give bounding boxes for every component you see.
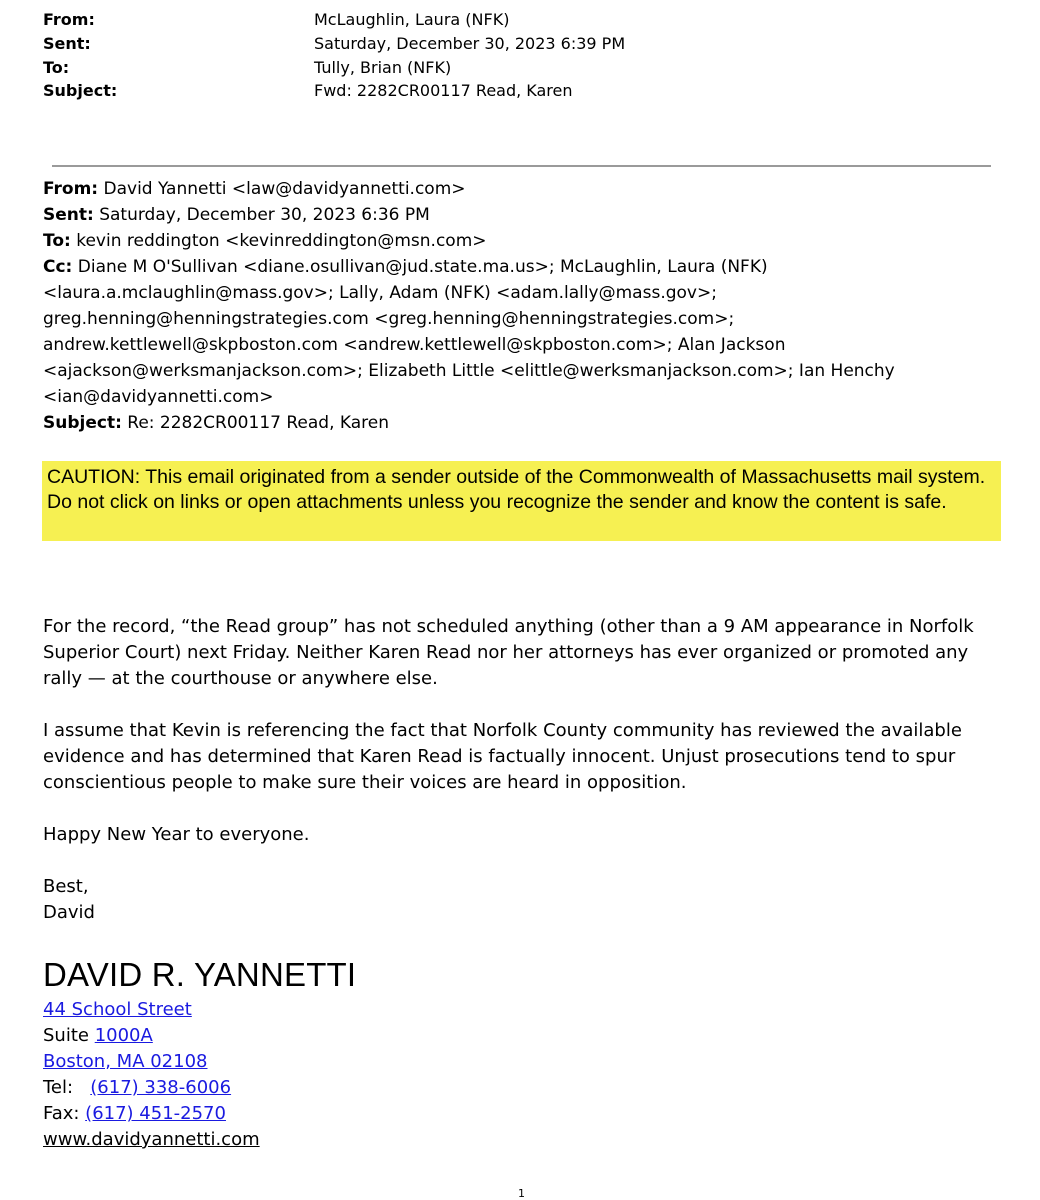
outer-sent-label: Sent: [43,34,91,53]
signature-name: DAVID R. YANNETTI [43,956,357,993]
signature-block [43,997,260,1153]
suite-prefix: Suite [43,1025,95,1046]
outer-to-value: Tully, Brian (NFK) [314,58,452,77]
street-address-link[interactable]: 44 School Street [43,999,192,1020]
tel-label: Tel: [43,1077,85,1098]
city-link[interactable]: Boston, MA 02108 [43,1051,208,1072]
signature-city-line [43,1049,260,1075]
inner-sent-label: Sent: [43,205,94,225]
suite-link[interactable]: 1000A [94,1025,153,1046]
email-body [43,614,993,926]
inner-subject-value: Re: 2282CR00117 Read, Karen [127,413,389,433]
inner-cc-continuation: andrew.kettlewell@skpboston.com <andrew.kettlewell@skpboston.com>; Alan Jackson [43,335,786,355]
inner-to-label: To: [43,231,71,251]
inner-cc-continuation: <laura.a.mclaughlin@mass.gov>; Lally, Adam (NFK) <adam.lally@mass.gov>; [43,283,717,303]
outer-to-label: To: [43,58,70,77]
signature-street-line [43,997,260,1023]
outer-sent-value: Saturday, December 30, 2023 6:39 PM [314,34,626,53]
tel-link[interactable]: (617) 338-6006 [90,1077,232,1098]
inner-cc-line [43,254,1003,280]
inner-from-line [43,176,1003,202]
inner-sent-line [43,202,1003,228]
fax-label: Fax: [43,1103,86,1124]
inner-cc-value: Diane M O'Sullivan <diane.osullivan@jud.state.ma.us>; McLaughlin, Laura (NFK) [77,257,768,277]
external-sender-caution-banner: CAUTION: This email originated from a sender outside of the Commonwealth of Massachusetts mail system. Do not click on links or open attachments unless you recognize the sender and know the content is safe. [42,461,1001,541]
inner-cc-label: Cc: [43,257,73,277]
inner-cc-continuation: greg.henning@henningstrategies.com <greg.henning@henningstrategies.com>; [43,309,735,329]
outer-from-label: From: [43,10,95,29]
page-number: 1 [518,1187,525,1200]
fax-link[interactable]: (617) 451-2570 [85,1103,226,1124]
outer-subject-label: Subject: [43,81,118,100]
inner-sent-value: Saturday, December 30, 2023 6:36 PM [99,205,430,225]
signature-fax-line [43,1101,260,1127]
inner-subject-label: Subject: [43,413,122,433]
closing: Best, [43,876,89,897]
forwarded-header [43,176,1003,436]
body-paragraph: For the record, “the Read group” has not scheduled anything (other than a 9 AM appearance in Norfolk Superior Court) next Friday. Neither Karen Read nor her attorneys has ever organized or promoted any rally — at the courthouse or anywhere else. [43,616,974,689]
body-paragraph: Happy New Year to everyone. [43,824,310,845]
signature-tel-line [43,1075,260,1101]
outer-from-value: McLaughlin, Laura (NFK) [314,10,510,29]
signature-suite-line [43,1023,260,1049]
signoff: David [43,902,95,923]
inner-to-line [43,228,1003,254]
inner-subject-line [43,410,1003,436]
inner-cc-continuation: <ian@davidyannetti.com> [43,387,274,407]
header-divider [52,165,991,167]
inner-cc-continuation: <ajackson@werksmanjackson.com>; Elizabeth Little <elittle@werksmanjackson.com>; Ian Henchy [43,361,895,381]
inner-from-label: From: [43,179,99,199]
body-paragraph: I assume that Kevin is referencing the fact that Norfolk County community has reviewed the available evidence and has determined that Karen Read is factually innocent. Unjust prosecutions tend to spur conscientious people to make sure their voices are heard in opposition. [43,720,962,793]
inner-from-value: David Yannetti <law@davidyannetti.com> [103,179,466,199]
inner-to-value: kevin reddington <kevinreddington@msn.com> [76,231,487,251]
website-link[interactable]: www.davidyannetti.com [43,1129,260,1150]
signature-website-line [43,1127,260,1153]
outer-subject-value: Fwd: 2282CR00117 Read, Karen [314,81,573,100]
